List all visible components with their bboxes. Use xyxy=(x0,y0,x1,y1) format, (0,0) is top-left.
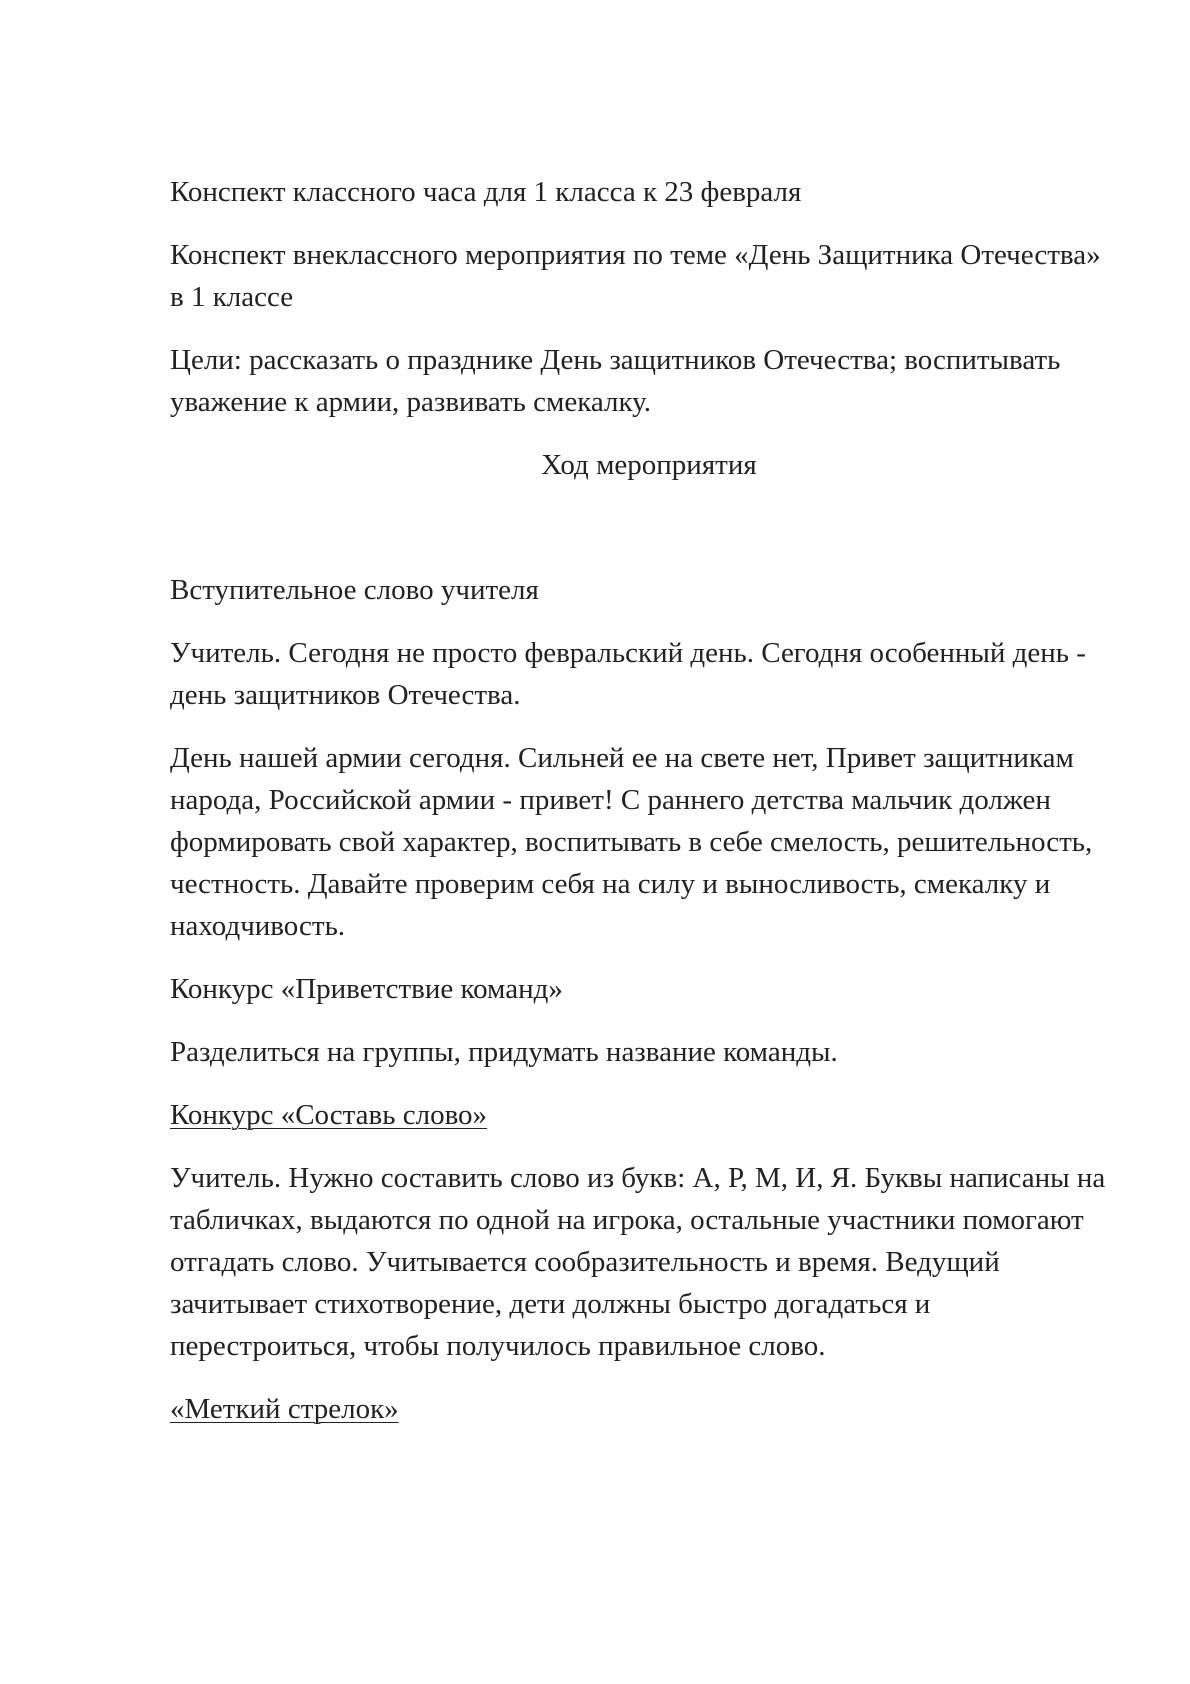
course-heading: Ход мероприятия xyxy=(541,449,757,481)
contest-word-heading: Конкурс «Составь слово» xyxy=(170,1099,488,1131)
contest-greeting-heading: Конкурс «Приветствие команд» xyxy=(170,973,563,1005)
document-title: Конспект классного часа для 1 класса к 23 февраля xyxy=(170,176,802,208)
contest-greeting-text: Разделиться на группы, придумать название команды. xyxy=(170,1036,838,1068)
sharpshooter-heading: «Меткий стрелок» xyxy=(170,1393,399,1425)
intro-heading: Вступительное слово учителя xyxy=(170,574,539,606)
army-paragraph: День нашей армии сегодня. Сильней ее на свете нет, Привет защитникам народа, Российской армии - привет! С раннего детства мальчик должен формировать свой характер, воспитывать в себе смелость, решительность, честность. Давайте проверим себя на силу и выносливость, смекалку и находчивость. xyxy=(170,742,1093,942)
teacher-intro-paragraph: Учитель. Сегодня не просто февральский день. Сегодня особенный день - день защитников Отечества. xyxy=(170,637,1086,711)
contest-word-text: Учитель. Нужно составить слово из букв: А, Р, М, И, Я. Буквы написаны на табличках, выдаются по одной на игрока, остальные участники помогают отгадать слово. Учитывается сообразительность и время. Ведущий зачитывает стихотворение, дети должны быстро догадаться и перестроиться, чтобы получилось правильное слово. xyxy=(170,1162,1106,1362)
document-body xyxy=(170,171,1120,1451)
goals-paragraph: Цели: рассказать о празднике День защитников Отечества; воспитывать уважение к армии, развивать смекалку. xyxy=(170,344,1061,418)
document-subtitle: Конспект внеклассного мероприятия по теме «День Защитника Отечества» в 1 классе xyxy=(170,239,1101,313)
sharpshooter-heading-line xyxy=(170,1388,1120,1430)
contest-word-heading-line xyxy=(170,1094,1120,1136)
section-spacer xyxy=(170,507,1120,569)
